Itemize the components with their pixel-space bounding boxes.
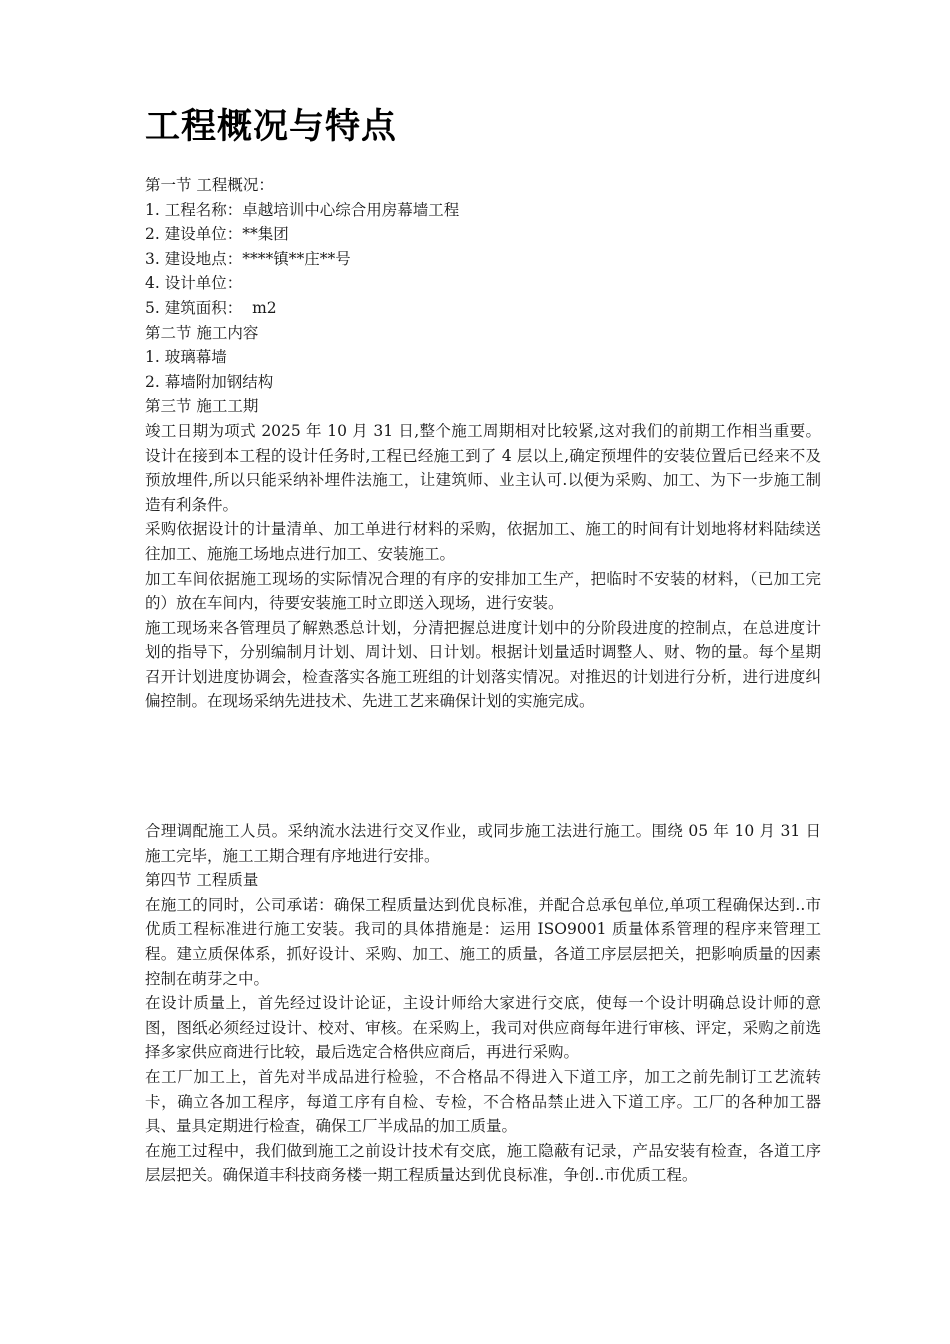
- scope-item-glass-curtain-wall: 1. 玻璃幕墙: [145, 348, 227, 367]
- quality-paragraph-1: 在施工的同时，公司承诺：确保工程质量达到优良标准，并配合总承包单位,单项工程确保达到..市优质工程标准进行施工安装。我司的具体措施是：运用 ISO9001 质量体系管理的程序来管理工程。建立质保体系，抓好设计、采购、加工、施工的质量，各道工序层层把关，把影响质量的因素控制在萌芽之中。: [145, 895, 821, 988]
- document-body-top: [145, 173, 821, 714]
- section-heading-1: 第一节 工程概况：: [145, 176, 274, 194]
- project-name-item: 1. 工程名称：卓越培训中心综合用房幕墙工程: [145, 200, 460, 219]
- designer-item: 4. 设计单位：: [145, 274, 243, 293]
- location-item: 3. 建设地点：****镇**庄**号: [145, 249, 351, 268]
- scope-item-steel-structure: 2. 幕墙附加钢结构: [145, 372, 274, 391]
- document-body-bottom: [145, 819, 821, 1188]
- document-title: 工程概况与特点: [145, 107, 398, 147]
- schedule-paragraph-1: 竣工日期为项式 2025 年 10 月 31 日,整个施工周期相对比较紧,这对我们的前期工作相当重要。设计在接到本工程的设计任务时,工程已经施工到了 4 层以上,确定预埋件的安装位置后已经来不及预放埋件,所以只能采纳补埋件法施工，让建筑师、业主认可.以便为采购、加工、为下一步施工制造有利条件。: [145, 421, 821, 514]
- schedule-paragraph-3: 加工车间依据施工现场的实际情况合理的有序的安排加工生产，把临时不安装的材料，（已加工完的）放在车间内，待要安装施工时立即送入现场，进行安装。: [145, 569, 821, 613]
- quality-paragraph-3: 在工厂加工上，首先对半成品进行检验，不合格品不得进入下道工序，加工之前先制订工艺流转卡，确立各加工程序，每道工序有自检、专检，不合格品禁止进入下道工序。工厂的各种加工器具、量具定期进行检查，确保工厂半成品的加工质量。: [145, 1067, 821, 1136]
- schedule-continuation-paragraph: 合理调配施工人员。采纳流水法进行交叉作业，或同步施工法进行施工。围绕 05 年 10 月 31 日施工完毕，施工工期合理有序地进行安排。: [145, 822, 821, 865]
- quality-paragraph-2: 在设计质量上，首先经过设计论证，主设计师给大家进行交底，使每一个设计明确总设计师的意图，图纸必须经过设计、校对、审核。在采购上，我司对供应商每年进行审核、评定，采购之前选择多家供应商进行比较，最后选定合格供应商后，再进行采购。: [145, 994, 821, 1062]
- section-heading-3: 第三节 施工工期: [145, 397, 259, 416]
- client-item: 2. 建设单位：**集团: [145, 225, 289, 244]
- schedule-paragraph-2: 采购依据设计的计量清单、加工单进行材料的采购，依据加工、施工的时间有计划地将材料陆续送往加工、施施工场地点进行加工、安装施工。: [145, 520, 821, 563]
- section-heading-2: 第二节 施工内容: [145, 323, 259, 342]
- floor-area-item: 5. 建筑面积： m2: [145, 298, 277, 317]
- quality-paragraph-4: 在施工过程中，我们做到施工之前设计技术有交底，施工隐蔽有记录，产品安装有检查，各道工序层层把关。确保道丰科技商务楼一期工程质量达到优良标准，争创..市优质工程。: [145, 1141, 821, 1185]
- section-heading-4: 第四节 工程质量: [145, 871, 259, 890]
- schedule-paragraph-4: 施工现场来各管理员了解熟悉总计划，分清把握总进度计划中的分阶段进度的控制点，在总进度计划的指导下，分别编制月计划、周计划、日计划。根据计划量适时调整人、财、物的量。每个星期召开计划进度协调会，检查落实各施工班组的计划落实情况。对推迟的计划进行分析，进行进度纠偏控制。在现场采纳先进技术、先进工艺来确保计划的实施完成。: [145, 618, 821, 711]
